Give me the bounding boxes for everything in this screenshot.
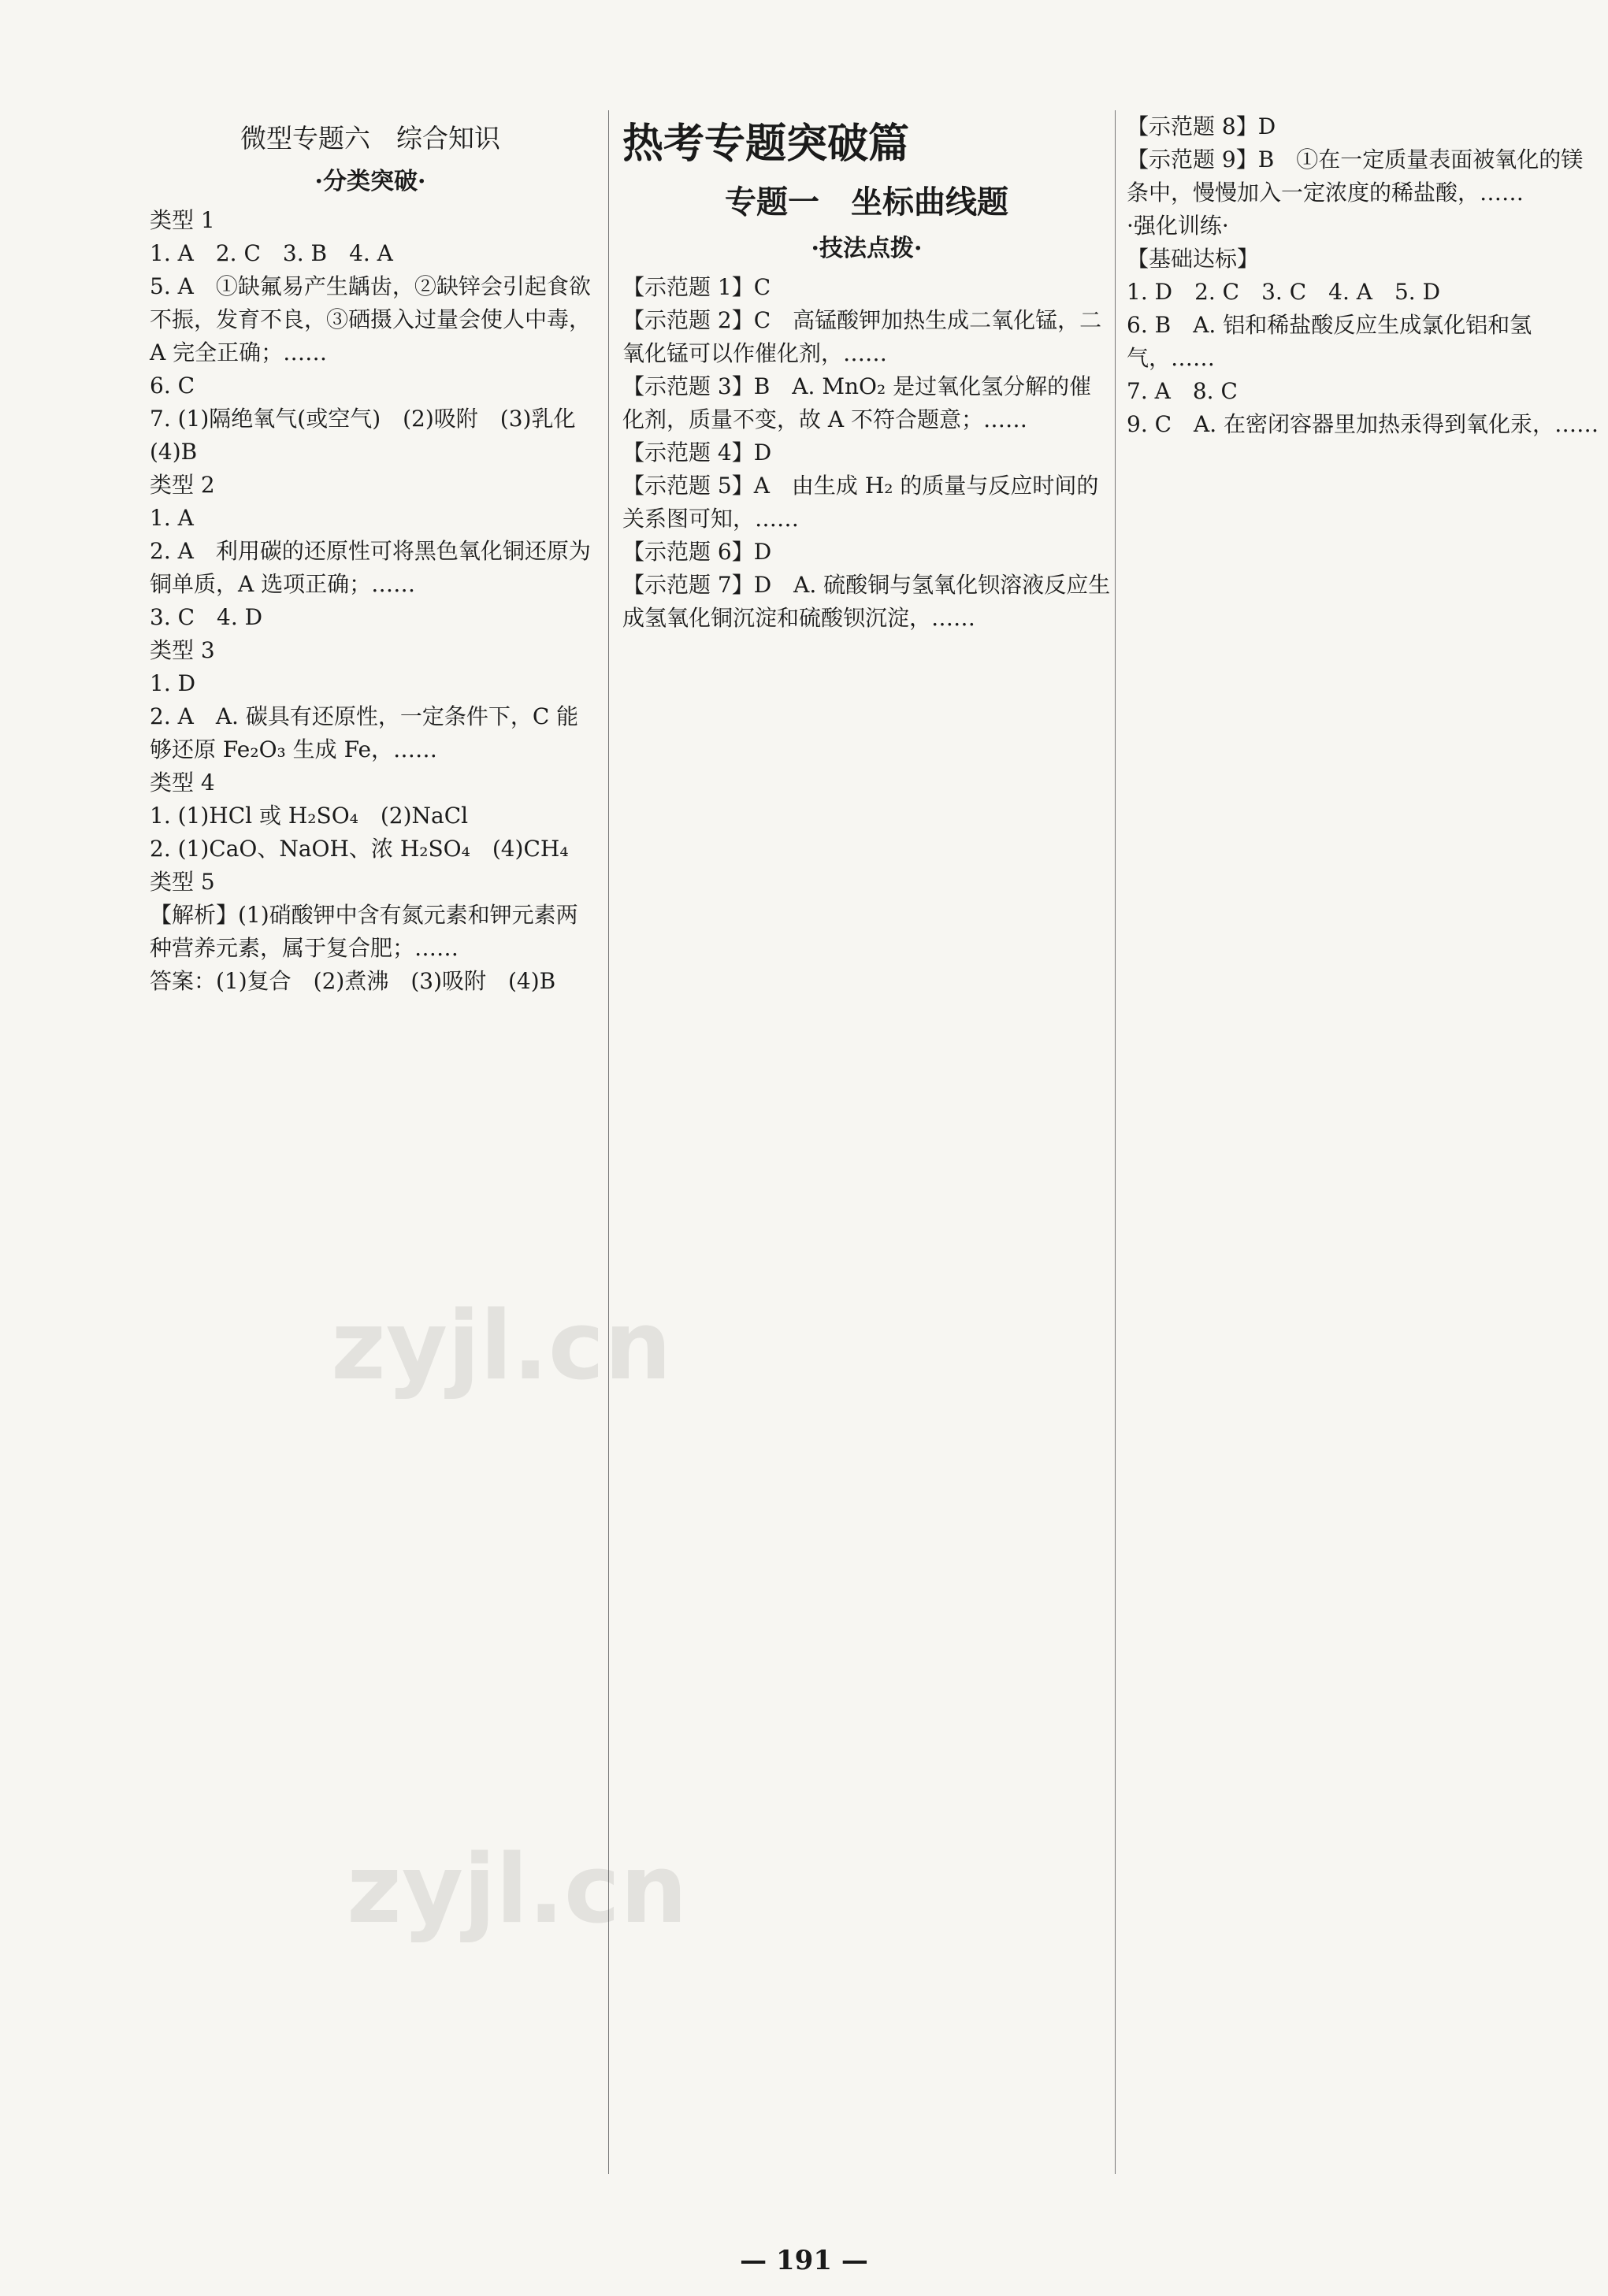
text-line: 1. A [150, 505, 194, 531]
text-line: 7. (1)隔绝氧气(或空气) (2)吸附 (3)乳化 (4)B [150, 406, 598, 465]
text-line: 2. A 利用碳的还原性可将黑色氧化铜还原为铜单质，A 选项正确；…… [150, 538, 591, 597]
text-line: 9. C A. 在密闭容器里加热汞得到氧化汞，…… [1127, 411, 1599, 437]
text-line: 2. (1)CaO、NaOH、浓 H₂SO₄ (4)CH₄ [150, 836, 569, 862]
part-title: 热考专题突破篇 [622, 120, 910, 168]
text-line: 类型 1 [150, 207, 215, 233]
column-2-lines [622, 271, 1111, 635]
text-line: 【示范题 1】C [622, 274, 771, 300]
text-line: 【示范题 2】C 高锰酸钾加热生成二氧化锰，二氧化锰可以作催化剂，…… [622, 307, 1102, 366]
column-3 [1127, 110, 1599, 441]
text-line: 类型 2 [150, 472, 215, 498]
section-subtitle: ·技法点拨· [811, 235, 923, 262]
text-line: 【示范题 5】A 由生成 H₂ 的质量与反应时间的关系图可知，…… [622, 473, 1099, 532]
column-3-lines [1127, 110, 1599, 441]
page-number: — 191 — [740, 2245, 868, 2276]
text-line: 3. C 4. D [150, 604, 263, 630]
text-line: 【示范题 7】D A. 硫酸铜与氢氧化钡溶液反应生成氢氧化铜沉淀和硫酸钡沉淀，…… [622, 572, 1111, 631]
text-line: 类型 3 [150, 637, 215, 663]
text-line: 1. D 2. C 3. C 4. A 5. D [1127, 279, 1441, 305]
text-line: 【示范题 8】D [1127, 113, 1276, 139]
text-line: 【解析】(1)硝酸钾中含有氮元素和钾元素两种营养元素，属于复合肥；…… [150, 902, 578, 961]
column-1-lines [150, 204, 598, 998]
text-line: 1. D [150, 670, 196, 696]
text-line: 6. B A. 铝和稀盐酸反应生成氯化铝和氢气，…… [1127, 312, 1532, 371]
section-title: 微型专题六 综合知识 [240, 123, 500, 154]
column-1 [150, 110, 598, 998]
text-line: 答案：(1)复合 (2)煮沸 (3)吸附 (4)B [150, 968, 556, 994]
text-line: 1. (1)HCl 或 H₂SO₄ (2)NaCl [150, 803, 469, 829]
text-line: 5. A ①缺氟易产生龋齿，②缺锌会引起食欲不振，发育不良，③硒摄入过量会使人中毒，A 完全正确；…… [150, 273, 592, 365]
text-line: 2. A A. 碳具有还原性，一定条件下，C 能够还原 Fe₂O₃ 生成 Fe，…… [150, 703, 579, 762]
column-divider [1115, 110, 1116, 2174]
text-line: 6. C [150, 373, 195, 399]
watermark: zyjl.cn [331, 1292, 672, 1401]
section-subtitle: ·分类突破· [314, 168, 426, 195]
text-line: 【示范题 9】B ①在一定质量表面被氧化的镁条中，慢慢加入一定浓度的稀盐酸，…… [1127, 147, 1584, 206]
topic-title: 专题一 坐标曲线题 [725, 184, 1008, 221]
text-line: 【示范题 4】D [622, 440, 772, 466]
text-line: 类型 5 [150, 869, 215, 895]
text-line: ·强化训练· [1127, 213, 1229, 239]
text-line: 7. A 8. C [1127, 378, 1238, 404]
column-2 [622, 110, 1111, 635]
text-line: 【示范题 3】B A. MnO₂ 是过氧化氢分解的催化剂，质量不变，故 A 不符合题意；…… [622, 373, 1092, 432]
text-line: 【示范题 6】D [622, 539, 772, 565]
watermark: zyjl.cn [347, 1835, 688, 1945]
text-line: 【基础达标】 [1127, 246, 1260, 272]
text-line: 类型 4 [150, 770, 215, 796]
text-line: 1. A 2. C 3. B 4. A [150, 240, 393, 266]
